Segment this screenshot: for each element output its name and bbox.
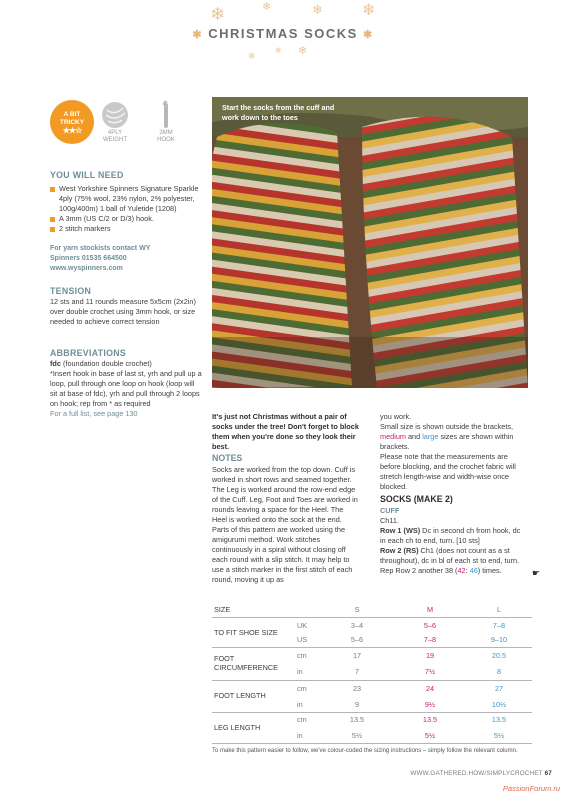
- snowflake-icon: ❄: [275, 46, 282, 55]
- watermark: PassionForum.ru: [502, 784, 560, 793]
- photo-caption: Start the socks from the cuff and work down to the toes: [222, 103, 335, 122]
- stockists-text: For yarn stockists contact WY Spinners 01535 664500 www.wyspinners.com: [50, 245, 151, 272]
- abbreviations-text: fdc (foundation double crochet) *Insert hook in base of last st, yrh and pull up a loop, pull through one loop on hook (loop will sit at base of fdc), yrh and pull through 2 loops on hook; rep from * as required For a full list, see page 130: [50, 359, 202, 418]
- page-footer: [410, 770, 552, 777]
- you-will-need-heading: YOU WILL NEED: [50, 170, 124, 180]
- snowflake-icon: ❄: [248, 52, 256, 62]
- page-number: 67: [544, 770, 552, 777]
- sizing-notes: you work. Small size is shown outside the brackets, medium and large sizes are shown within brackets. Please note that the measurements are before blocking, and the crochet fabric will stretch length-wise and width-wise once blocked.: [380, 412, 516, 491]
- difficulty-info: [50, 100, 200, 152]
- page-reference: For a full list, see page 130: [50, 409, 138, 418]
- snowflake-icon: ❄: [312, 3, 323, 18]
- socks-photo: [212, 97, 528, 388]
- rating-stars: ★★☆: [62, 126, 82, 135]
- divider: [212, 617, 532, 618]
- intro-text: It's just not Christmas without a pair of socks under the tree! Don't forget to block them when you're done so they look their best.: [212, 412, 359, 451]
- list-item: 2 stitch markers: [50, 224, 200, 234]
- divider: [212, 712, 532, 713]
- snowflake-icon: ❄: [210, 4, 226, 25]
- snowflake-icon: ❄: [298, 44, 308, 57]
- divider: [212, 680, 532, 681]
- abbreviations-heading: ABBREVIATIONS: [50, 348, 127, 358]
- table-footnote: To make this pattern easier to follow, we've colour-coded the sizing instructions – simply follow the relevant column.: [212, 748, 518, 754]
- hook-size-label: 3MM HOOK: [157, 130, 175, 143]
- divider: [212, 647, 532, 648]
- yarn-ball-icon: [102, 102, 128, 128]
- tension-text: 12 sts and 11 rounds measure 5x5cm (2x2in) over double crochet using 3mm hook, or size needed to achieve correct tension: [50, 297, 196, 326]
- list-item: A 3mm (US C/2 or D/3) hook.: [50, 214, 200, 224]
- yarn-weight-label: 4PLY WEIGHT: [103, 130, 127, 143]
- notes-text: Socks are worked from the top down. Cuff is worked in short rows and seamed together. The Leg is worked around the row-end edge of the Cuff. Leg, Foot and Toes are worked in rounds leaving a space for the Heel. The Heel is worked onto the sock at the end. Parts of this pattern are worked using the amigurumi method. Work stitches continuously in a spiral without closing off each round with a slip stitch. It may help to use a stitch marker in the first stitch of each round, moving it up as: [212, 465, 358, 584]
- difficulty-badge: A BIT TRICKY ★★☆: [50, 100, 94, 144]
- knitted-socks-image: [212, 97, 528, 388]
- list-item: West Yorkshire Spinners Signature Sparkle 4ply (75% wool, 23% nylon, 2% polyester, 100g/400m) 1 ball of Yuletide (1208): [50, 184, 200, 214]
- bullet-icon: [50, 227, 55, 232]
- page-title: ✱ CHRISTMAS SOCKS ✱: [192, 26, 374, 41]
- cuff-instructions: Ch11. Row 1 (WS) Dc in second ch from hook, dc in each ch to end, turn. [10 sts] Row 2 (RS) Ch1 (does not count as a st throughout), dc in bl of each st to end, turn. Rep Row 2 another 38 (42: 46) times.: [380, 516, 521, 575]
- materials-list: [50, 184, 200, 234]
- crochet-hook-icon: [151, 100, 181, 130]
- tension-heading: TENSION: [50, 286, 92, 296]
- snowflake-icon: ❄: [262, 0, 272, 13]
- star-icon: ✱: [362, 29, 374, 41]
- bullet-icon: [50, 217, 55, 222]
- socks-heading: SOCKS (MAKE 2): [380, 494, 453, 504]
- continue-arrow-icon: ☛: [532, 568, 541, 578]
- divider: [212, 743, 532, 744]
- star-icon: ✱: [192, 29, 204, 41]
- notes-heading: NOTES: [212, 453, 243, 463]
- cuff-heading: CUFF: [380, 506, 400, 515]
- footer-url: WWW.GATHERED.HOW/SIMPLYCROCHET: [410, 770, 543, 777]
- bullet-icon: [50, 187, 55, 192]
- snowflake-icon: ❄: [362, 0, 376, 19]
